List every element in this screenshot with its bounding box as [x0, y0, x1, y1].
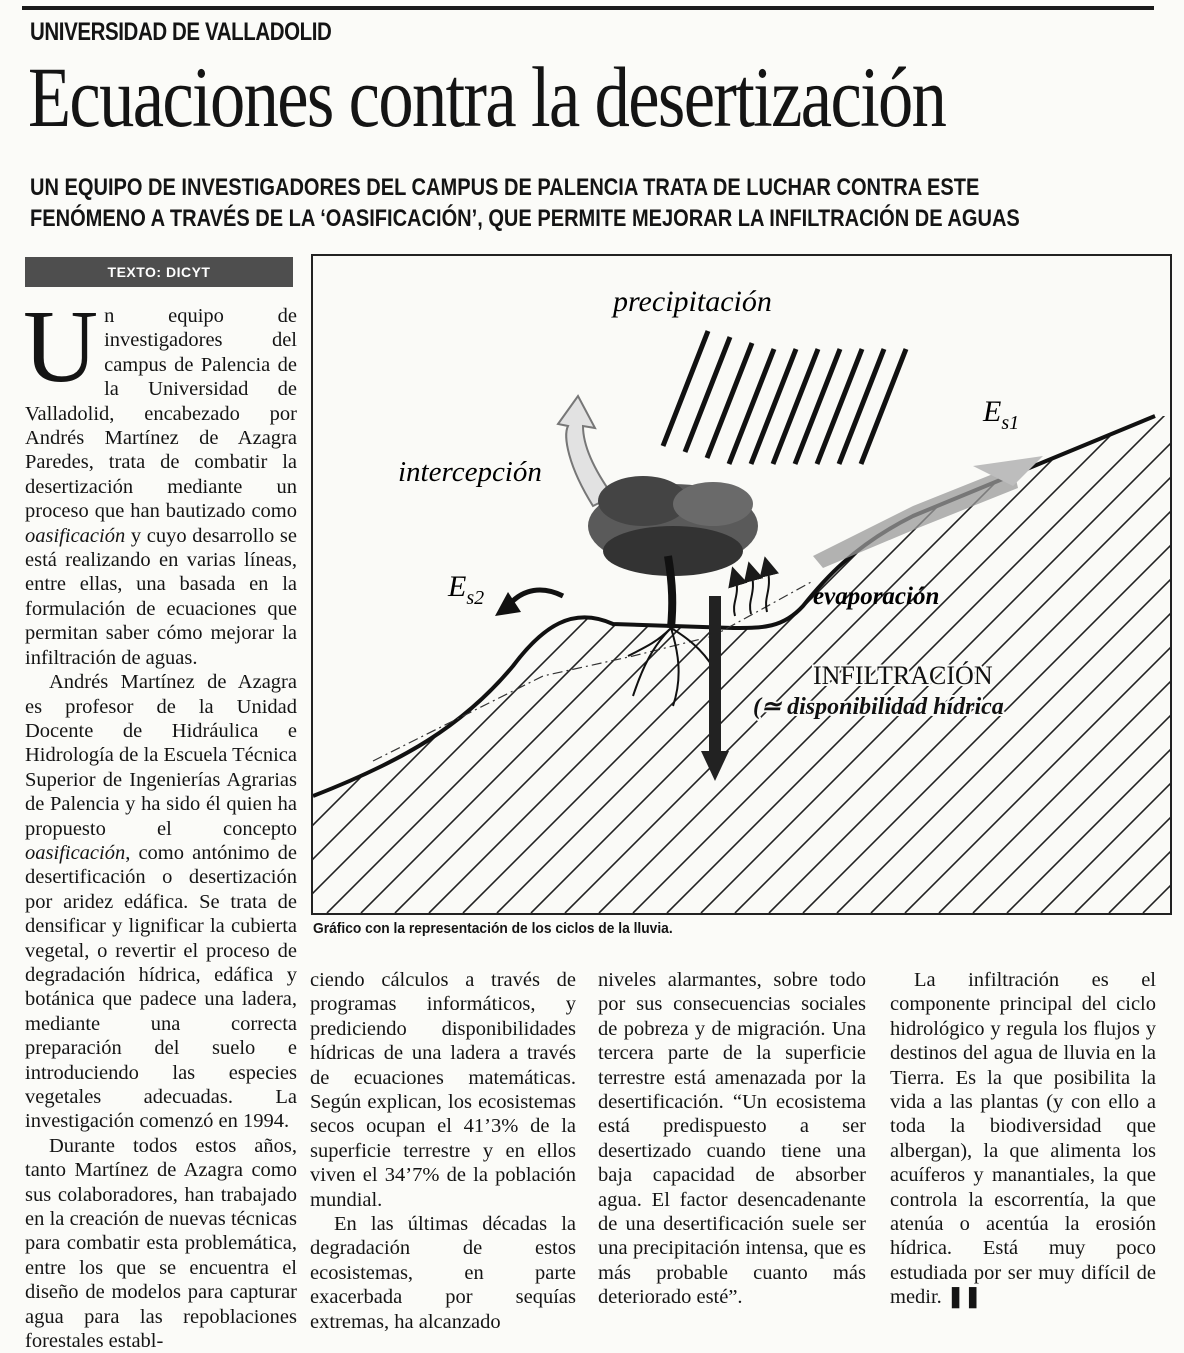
hatch-line — [1007, 353, 1170, 913]
hatch-line — [1109, 353, 1170, 913]
rain-lines — [663, 331, 906, 464]
label-precipitacion: precipitación — [613, 285, 772, 318]
paragraph: La infiltración es el componente principal del ciclo hidrológico y regula los flujos y destinos del agua de lluvia en la Tierra. Es la que posibilita la vida a las plantas (y con ello a toda la biodiversidad que albergan), la que alimenta los acuíferos y manantiales, la que controla la escorrentía, la que atenúa o acentúa la erosión hídrica. Está muy poco estudiada por ser muy difícil de medir. ❚❚ — [890, 969, 1156, 1309]
hatch-line — [313, 353, 717, 913]
hatch-line — [313, 353, 377, 913]
hatch-line — [361, 353, 921, 913]
top-rule — [22, 6, 1154, 10]
hatch-line — [313, 353, 445, 913]
hatch-line — [1143, 353, 1170, 913]
hatch-line — [565, 353, 1125, 913]
hatch-line — [313, 353, 411, 913]
hatch-line — [905, 353, 1170, 913]
article-headline: Ecuaciones contra la desertización — [28, 49, 946, 145]
label-infiltracion: INFILTRACIÓN — [813, 661, 993, 690]
hatch-line — [803, 353, 1170, 913]
diagram-svg — [313, 256, 1170, 913]
body-column-2 — [310, 968, 576, 1334]
es1-runoff-arrow — [813, 466, 1018, 568]
body-column-1 — [23, 289, 297, 1353]
paragraph: En las últimas décadas la degradación de estos ecosistemas, en parte exacerbada por sequías extremas, ha alcanzado — [310, 1213, 576, 1333]
article-deck — [30, 172, 1116, 234]
label-intercepcion: intercepción — [398, 456, 542, 488]
deck-line-1: UN EQUIPO DE INVESTIGADORES DEL CAMPUS DE PALENCIA TRATA DE LUCHAR CONTRA ESTE — [30, 174, 980, 201]
figure-caption: Gráfico con la representación de los ciclos de la lluvia. — [313, 920, 673, 937]
paragraph: Un equipo de investigadores del campus de Palencia de la Universidad de Valladolid, encabezado por Andrés Martínez de Azagra Paredes, trata de combatir la desertización mediante un proceso que han bautizado como oasificación y cuyo desarrollo se está realizando en varias líneas, entre ellas, una basada en la formulación de ecuaciones que permitan saber cómo mejorar la infiltración de aguas. — [23, 289, 297, 669]
paragraph: ciendo cálculos a través de programas informáticos, y prediciendo disponibilidades hídricas de una ladera a través de ecuaciones matemáticas. Según explican, los ecosistemas secos ocupan el 41’3% de la superficie terrestre y en ellos viven el 34’7% de la población mundial. — [310, 969, 576, 1211]
end-mark: ❚❚ — [946, 1286, 982, 1309]
drop-cap: U — [23, 289, 99, 404]
label-disponibilidad: (≃ disponibilidad hídrica — [753, 694, 1004, 720]
label-evaporacion: evaporación — [813, 583, 940, 610]
section-kicker: UNIVERSIDAD DE VALLADOLID — [30, 18, 332, 46]
hatch-line — [973, 353, 1170, 913]
es2-runoff-arrow — [508, 590, 563, 606]
hatch-line — [939, 353, 1170, 913]
label-es1: $E_{s1}$ — [983, 395, 1020, 434]
hatch-line — [313, 353, 343, 913]
hatch-line — [313, 353, 479, 913]
label-es2: $E_{s2}$ — [448, 570, 485, 609]
deck-line-2: FENÓMENO A TRAVÉS DE LA ‘OASIFICACIÓN’, QUE PERMITE MEJORAR LA INFILTRACIÓN DE AGUAS — [30, 205, 1020, 232]
hatch-line — [313, 353, 683, 913]
paragraph: Durante todos estos años, tanto Martínez de Azagra como sus colaboradores, han trabajado en la creación de nuevas técnicas para combatir esta problemática, entre los que se encuentra el diseño de modelos para capturar agua para las repoblaciones forestales establ- — [25, 1134, 297, 1353]
rain-cycle-diagram — [311, 254, 1172, 915]
byline-bar: TEXTO: DICYT — [25, 257, 293, 287]
paragraph: Andrés Martínez de Azagra es profesor de la Unidad Docente de Hidráulica e Hidrología de la Escuela Técnica Superior de Ingenierías Agrarias de Palencia y ha sido él quien ha propuesto el concepto oasificación, como antónimo de desertificación o desertización por aridez edáfica. Se trata de densificar y lignificar la cubierta vegetal, o revertir el proceso de degradación hídrica, edáfica y botánica que padece una ladera, mediante una correcta preparación del suelo e introduciendo las especies vegetales adecuadas. La investigación comenzó en 1994. — [25, 671, 297, 1133]
hatch-line — [313, 353, 649, 913]
hatch-line — [1075, 353, 1170, 913]
paragraph: niveles alarmantes, sobre todo por sus consecuencias sociales de pobreza y de migración. Una tercera parte de la superficie terrestre está amenazada por la desertificación. “Un ecosistema está predispuesto a ser desertizado cuando tiene una baja capacidad de absorber agua. El factor desencadenante de una desertificación suele ser una precipitación intensa, que es más probable cuanto más deteriorado esté”. — [598, 969, 866, 1309]
body-column-4 — [890, 968, 1156, 1310]
body-column-3 — [598, 968, 866, 1310]
